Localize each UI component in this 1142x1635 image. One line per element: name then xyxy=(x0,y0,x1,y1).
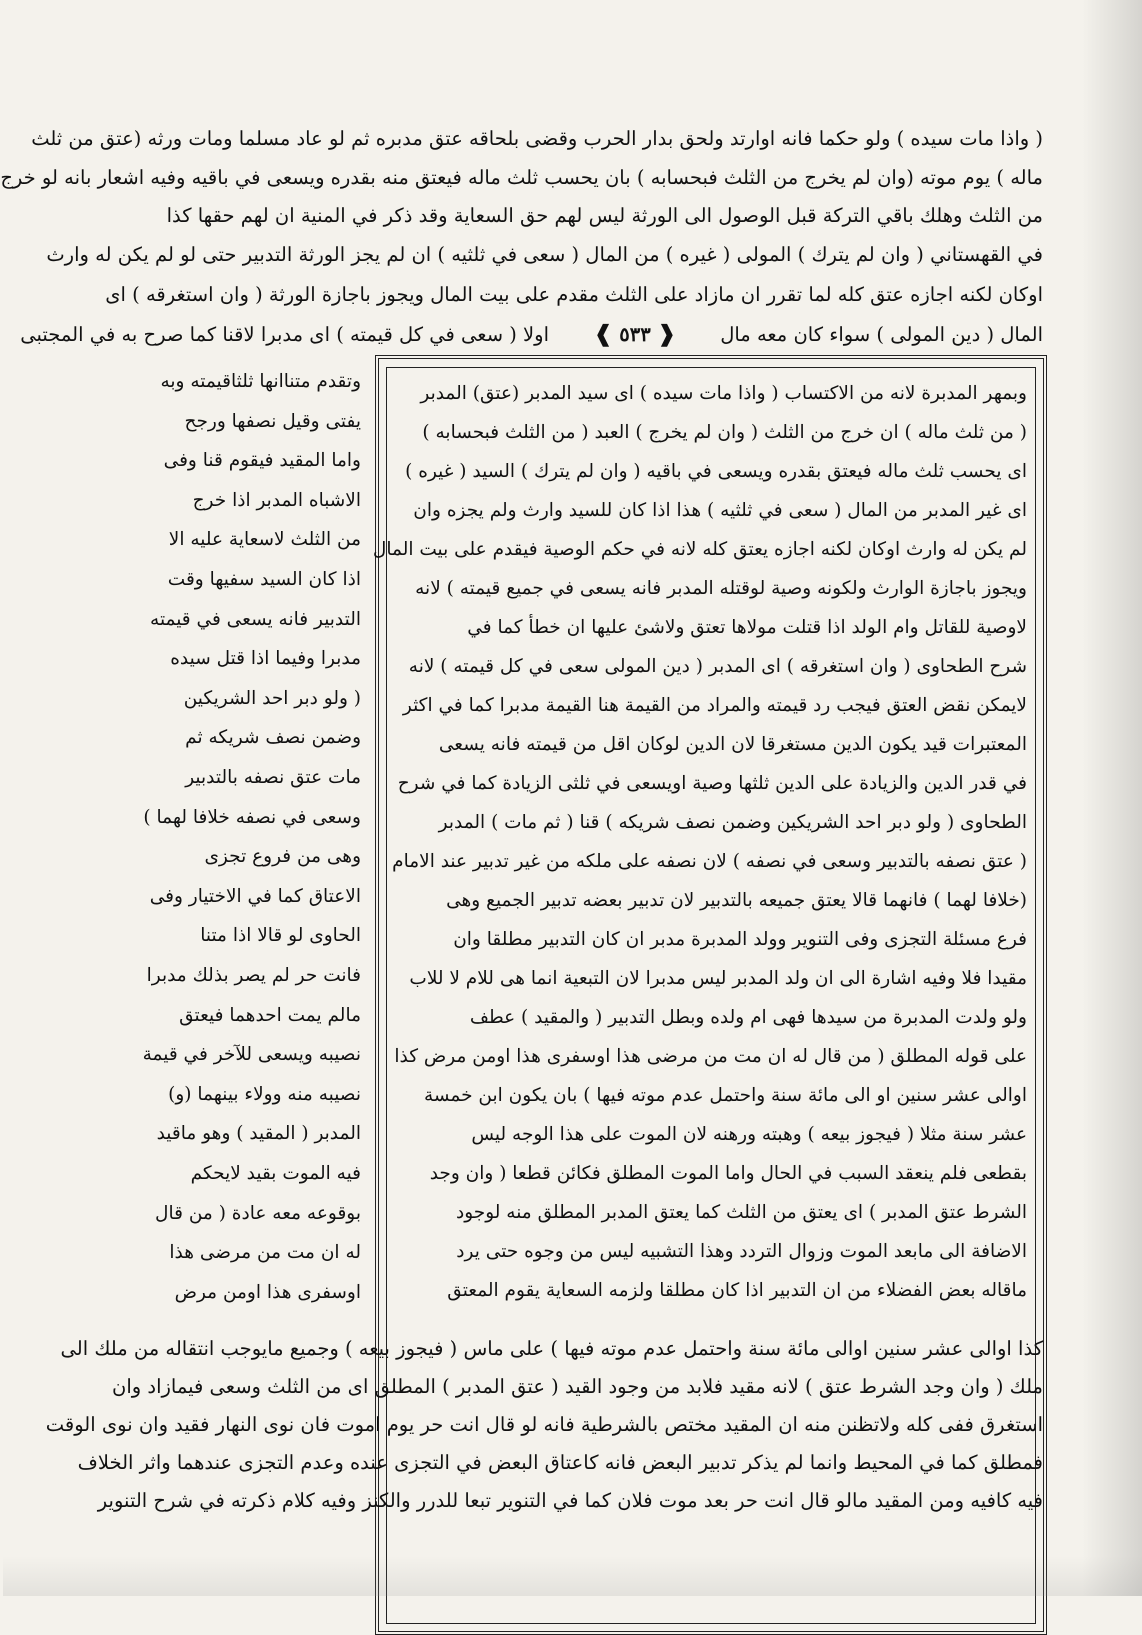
commentary-text-line: المعتبرات قيد يكون الدين مستغرقا لان الدين لوكان اقل من قيمته فانه يسعى xyxy=(438,734,1027,755)
commentary-text-line: في قدر الدين والزيادة على الدين ثلثها وصية اويسعى في ثلثى الزيادة كما في شرح xyxy=(397,773,1027,794)
commentary-text-line: مقيدا فلا وفيه اشارة الى ان ولد المدبر ليس مدبرا لان التبعية انما هى للام لا للاب xyxy=(409,968,1027,989)
side-text-line: التدبير فانه يسعى في قيمته xyxy=(150,608,361,630)
commentary-text-line: وبمهر المدبرة لانه من الاكتساب ( واذا مات سيده ) اى سيد المدبر (عتق) المدبر xyxy=(420,383,1027,404)
commentary-text-line: على قوله المطلق ( من قال له ان مت من مرضى هذا اوسفرى هذا اومن مرض كذا xyxy=(394,1046,1027,1067)
side-text-line: الاعتاق كما في الاختيار وفى xyxy=(149,885,361,907)
side-text-line: مدبرا وفيما اذا قتل سيده xyxy=(170,648,361,670)
side-text-line: وهى من فروع تجزى xyxy=(204,846,361,868)
side-text-line: وتقدم متناانها ثلثاقيمته وبه xyxy=(160,371,361,392)
text-line: اوكان لكنه اجازه عتق كله لما تقرر ان مازاد على الثلث مقدم على بيت المال ويجوز باجازة الورثة ( وان استغرقه ) اى xyxy=(105,283,1043,306)
side-text-line: فانت حر لم يصر بذلك مدبرا xyxy=(146,965,361,986)
commentary-text-line: لايمكن نقض العتق فيجب رد قيمته والمراد من القيمة هنا القيمة مدبرا كما في اكثر xyxy=(402,695,1027,716)
commentary-text-line: (خلافا لهما ) فانهما قالا يعتق جميعه بالتدبير لان تدبير بعضه تدبير الجميع وهى xyxy=(446,890,1027,911)
side-text-line: له ان مت من مرضى هذا xyxy=(169,1242,361,1264)
side-text-line: من الثلث لاسعاية عليه الا xyxy=(168,529,361,551)
side-text-line: يفتى وقيل نصفها ورجح xyxy=(184,410,361,432)
side-text-line: نصيبه منه وولاء بينهما (و) xyxy=(168,1083,361,1105)
commentary-text-line: بقطعى فلم ينعقد السبب في الحال واما الموت المطلق فكائن قطعا ( وان وجد xyxy=(429,1163,1027,1184)
commentary-text-line: الاضافة الى مابعد الموت وزوال التردد وهذا التشبيه ليس من وجوه حتى يرد xyxy=(456,1241,1027,1262)
side-text-line: المدبر ( المقيد ) وهو ماقيد xyxy=(156,1123,361,1145)
side-text-line: الحاوى لو قالا اذا متنا xyxy=(200,925,361,947)
text-line-right-part: المال ( دين المولى ) سواء كان معه مال xyxy=(720,323,1043,346)
side-text-line: اوسفرى هذا اومن مرض xyxy=(174,1281,361,1303)
commentary-text-line: عشر سنة مثلا ( فيجوز بيعه ) وهبته ورهنه لان الموت على هذا الوجه ليس xyxy=(471,1124,1027,1145)
commentary-text-line: ( عتق نصفه بالتدبير وسعى في نصفه ) لان نصفه على ملكه من غير تدبير عند الامام xyxy=(392,851,1027,872)
text-line: استغرق ففى كله ولاتظنن منه ان المقيد مختص بالشرطية فانه لو قال انت حر يوم اموت فان نوى النهار فقيد وان نوى الوقت xyxy=(45,1413,1043,1436)
scan-bottom-shadow xyxy=(3,1556,1142,1596)
side-text-line: بوقوعه معه عادة ( من قال xyxy=(155,1202,361,1224)
text-line: كذا اوالى عشر سنين اوالى مائة سنة واحتمل عدم موته فيها ) على ماس ( فيجوز بيعه ) وجميع مايوجب انتقاله من ملك الى xyxy=(60,1337,1043,1360)
commentary-text-line: اوالى عشر سنين او الى مائة سنة واحتمل عدم موته فيها ) بان يكون ابن خمسة xyxy=(423,1085,1027,1106)
commentary-text-line: فرع مسئلة التجزى وفى التنوير وولد المدبرة مدبر ان كان التدبير مطلقا وان xyxy=(453,929,1027,950)
commentary-text-line: لاوصية للقاتل وام الولد اذا قتلت مولاها تعتق ولاشئ عليها ان خطأ كما في xyxy=(467,617,1027,638)
side-text-line: وسعى في نصفه خلافا لهما ) xyxy=(143,806,361,828)
commentary-text-line: اى غير المدبر من المال ( سعى في ثلثيه ) هذا اذا كان للسيد وارث ولم يجزه وان xyxy=(413,500,1027,521)
side-text-line: فيه الموت بقيد لايحكم xyxy=(190,1163,361,1184)
side-text-line: مالم يمت احدهما فيعتق xyxy=(179,1004,361,1026)
text-line: ماله ) يوم موته (وان لم يخرج من الثلث فبحسابه ) بان يحسب ثلث ماله فيعتق منه بقدره ويسعى في باقيه وفيه اشعار بانه لو خرج xyxy=(0,166,1043,189)
side-text-line: وضمن نصف شريكه ثم xyxy=(185,727,361,749)
side-text-line: واما المقيد فيقوم قنا وفى xyxy=(163,450,361,472)
commentary-text-line: ( من ثلث ماله ) ان خرج من الثلث ( وان لم يخرج ) العبد ( من الثلث فبحسابه ) xyxy=(422,422,1027,443)
commentary-text-line: لم يكن له وارث اوكان لكنه اجازه يعتق كله لانه في حكم الوصية فيقدم على بيت المال xyxy=(372,539,1027,560)
text-line: فيه كافيه ومن المقيد مالو قال انت حر بعد موت فلان كما في التنوير تبعا للدرر والكنز وفيه كلام ذكرته في شرح التنوير xyxy=(97,1489,1043,1512)
text-line: من الثلث وهلك باقي التركة قبل الوصول الى الورثة ليس لهم حق السعاية وقد ذكر في المنية ان لهم حقها كذا xyxy=(166,204,1043,227)
commentary-text-line: ماقاله بعض الفضلاء من ان التدبير اذا كان مطلقا ولزمه السعاية يقوم المعتق xyxy=(447,1280,1027,1301)
text-line-left-part: اولا ( سعى في كل قيمته ) اى مدبرا لاقنا كما صرح به في المجتبى xyxy=(20,323,549,346)
commentary-text-line: الشرط عتق المدبر ) اى يعتق من الثلث كما يعتق المدبر المطلق منه لوجود xyxy=(456,1202,1027,1223)
text-line: في القهستاني ( وان لم يترك ) المولى ( غيره ) من المال ( سعى في ثلثيه ) ان لم يجز الورثة التدبير حتى لو لم يكن له وارث xyxy=(46,243,1043,266)
side-text-line: ( ولو دبر احد الشريكين xyxy=(183,687,361,709)
text-line: ملك ( وان وجد الشرط عتق ) لانه مقيد فلابد من وجود القيد ( عتق المدبر ) المطلق اى من الثلث وسعى فيمازاد وان xyxy=(112,1375,1043,1398)
side-text-line: مات عتق نصفه بالتدبير xyxy=(185,767,361,788)
side-text-line: نصيبه ويسعى للآخر في قيمة xyxy=(142,1044,361,1066)
text-line: فمطلق كما في المحيط وانما لم يذكر تدبير البعض فانه كاعتاق البعض في التجزى عنده وعدم التجزى عندهما واثر الخلاف xyxy=(77,1451,1043,1474)
scan-edge-shadow xyxy=(1082,0,1142,1596)
page-number: ❰ ٥٣٣ ❱ xyxy=(594,321,676,347)
folio-number: ٥٣٣ xyxy=(619,323,651,346)
commentary-text-line: ويجوز باجازة الوارث ولكونه وصية لوقتله المدبر فانه يسعى في جميع قيمته ) لانه xyxy=(415,578,1027,599)
side-text-line: الاشباه المدبر اذا خرج xyxy=(192,489,361,511)
commentary-text-line: ولو ولدت المدبرة من سيدها فهى ام ولده وبطل التدبير ( والمقيد ) عطف xyxy=(469,1007,1027,1028)
commentary-text-line: اى يحسب ثلث ماله فيعتق بقدره ويسعى في باقيه ( وان لم يترك ) السيد ( غيره ) xyxy=(405,461,1027,482)
side-text-line: اذا كان السيد سفيها وقت xyxy=(167,569,361,590)
commentary-text-line: الطحاوى ( ولو دبر احد الشريكين وضمن نصف شريكه ) قنا ( ثم مات ) المدبر xyxy=(438,812,1027,833)
text-line: ( واذا مات سيده ) ولو حكما فانه اوارتد ولحق بدار الحرب وقضى بلحاقه عتق مدبره ثم لو عاد مسلما ومات ورثه (عتق من ثلث xyxy=(31,127,1043,150)
commentary-text-line: شرح الطحاوى ( وان استغرقه ) اى المدبر ( دين المولى سعى في كل قيمته ) لانه xyxy=(408,656,1027,677)
